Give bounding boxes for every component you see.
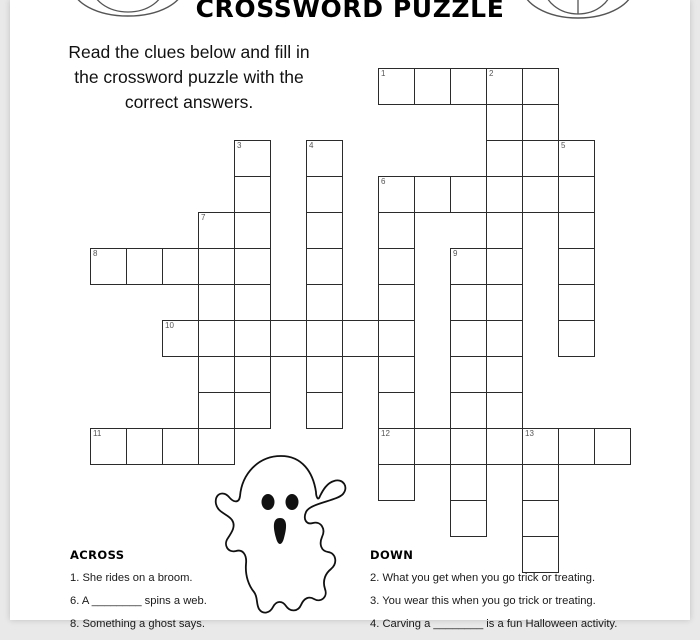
grid-cell[interactable] (378, 284, 415, 321)
grid-cell[interactable] (450, 428, 487, 465)
grid-cell[interactable] (198, 248, 235, 285)
grid-cell[interactable] (450, 68, 487, 105)
grid-cell[interactable] (486, 356, 523, 393)
grid-cell[interactable] (342, 320, 379, 357)
grid-cell[interactable] (306, 176, 343, 213)
grid-cell[interactable] (126, 428, 163, 465)
grid-cell[interactable] (558, 176, 595, 213)
grid-cell[interactable] (486, 392, 523, 429)
grid-cell[interactable] (486, 428, 523, 465)
grid-cell-numbered-7[interactable] (198, 212, 235, 249)
grid-cell[interactable] (306, 248, 343, 285)
across-clue-8: 8. Something a ghost says. (70, 618, 205, 630)
grid-cell[interactable] (414, 428, 451, 465)
grid-cell[interactable] (522, 104, 559, 141)
grid-cell[interactable] (450, 392, 487, 429)
page-title: CROSSWORD PUZZLE (195, 0, 505, 23)
grid-cell[interactable] (558, 428, 595, 465)
grid-cell-numbered-8[interactable] (90, 248, 127, 285)
grid-cell[interactable] (306, 356, 343, 393)
grid-cell-number: 4 (309, 141, 314, 150)
grid-cell-number: 3 (237, 141, 242, 150)
grid-cell[interactable] (198, 392, 235, 429)
worksheet-page (10, 0, 690, 630)
grid-cell[interactable] (306, 392, 343, 429)
grid-cell[interactable] (486, 248, 523, 285)
grid-cell-numbered-2[interactable] (486, 68, 523, 105)
across-clue-1: 1. She rides on a broom. (70, 572, 193, 584)
grid-cell[interactable] (378, 320, 415, 357)
grid-cell[interactable] (450, 176, 487, 213)
grid-cell-number: 9 (453, 249, 458, 258)
grid-cell[interactable] (594, 428, 631, 465)
grid-cell-number: 5 (561, 141, 566, 150)
grid-cell[interactable] (486, 284, 523, 321)
grid-cell-numbered-11[interactable] (90, 428, 127, 465)
grid-cell[interactable] (522, 140, 559, 177)
grid-cell[interactable] (234, 248, 271, 285)
across-heading: ACROSS (70, 548, 125, 562)
grid-cell[interactable] (378, 212, 415, 249)
grid-cell[interactable] (378, 248, 415, 285)
grid-cell[interactable] (306, 212, 343, 249)
grid-cell[interactable] (198, 320, 235, 357)
grid-cell[interactable] (486, 320, 523, 357)
grid-cell[interactable] (162, 248, 199, 285)
grid-cell[interactable] (414, 68, 451, 105)
grid-cell-numbered-5[interactable] (558, 140, 595, 177)
instructions-line-3: correct answers. (124, 92, 254, 112)
grid-cell-numbered-10[interactable] (162, 320, 199, 357)
down-clues (370, 548, 670, 640)
grid-cell[interactable] (522, 500, 559, 537)
grid-cell[interactable] (522, 68, 559, 105)
grid-cell[interactable] (270, 320, 307, 357)
grid-cell[interactable] (234, 356, 271, 393)
grid-cell[interactable] (162, 428, 199, 465)
across-clue-6: 6. A ________ spins a web. (70, 595, 207, 607)
grid-cell-number: 6 (381, 177, 386, 186)
grid-cell-numbered-9[interactable] (450, 248, 487, 285)
down-clue-2: 2. What you get when you go trick or treating. (370, 572, 596, 584)
down-clue-4: 4. Carving a ________ is a fun Halloween activity. (370, 618, 618, 630)
across-clues (70, 548, 360, 640)
down-heading: DOWN (370, 548, 414, 562)
grid-cell[interactable] (306, 284, 343, 321)
grid-cell[interactable] (234, 392, 271, 429)
grid-cell[interactable] (558, 212, 595, 249)
grid-cell[interactable] (198, 356, 235, 393)
grid-cell[interactable] (414, 176, 451, 213)
grid-cell[interactable] (558, 320, 595, 357)
grid-cell[interactable] (522, 464, 559, 501)
grid-cell[interactable] (450, 464, 487, 501)
grid-cell[interactable] (486, 140, 523, 177)
grid-cell[interactable] (234, 284, 271, 321)
grid-cell-number: 7 (201, 213, 206, 222)
grid-cell[interactable] (234, 212, 271, 249)
instructions-line-1: Read the clues below and fill in (68, 42, 310, 62)
grid-cell-number: 1 (381, 69, 386, 78)
grid-cell[interactable] (378, 356, 415, 393)
grid-cell[interactable] (378, 464, 415, 501)
grid-cell[interactable] (486, 104, 523, 141)
grid-cell-number: 8 (93, 249, 98, 258)
grid-cell[interactable] (234, 176, 271, 213)
grid-cell[interactable] (450, 356, 487, 393)
grid-cell-number: 12 (381, 429, 390, 438)
grid-cell[interactable] (486, 212, 523, 249)
grid-cell[interactable] (306, 320, 343, 357)
grid-cell-number: 10 (165, 321, 174, 330)
instructions-line-2: the crossword puzzle with the (74, 67, 304, 87)
grid-cell-numbered-13[interactable] (522, 428, 559, 465)
grid-cell-numbered-3[interactable] (234, 140, 271, 177)
grid-cell-numbered-6[interactable] (378, 176, 415, 213)
grid-cell[interactable] (450, 284, 487, 321)
grid-cell[interactable] (450, 320, 487, 357)
grid-cell-number: 13 (525, 429, 534, 438)
grid-cell[interactable] (126, 248, 163, 285)
grid-cell[interactable] (198, 284, 235, 321)
down-clue-3: 3. You wear this when you go trick or treating. (370, 595, 596, 607)
grid-cell-number: 2 (489, 69, 494, 78)
grid-cell[interactable] (486, 176, 523, 213)
grid-cell-number: 11 (93, 429, 102, 438)
grid-cell[interactable] (558, 248, 595, 285)
grid-cell-numbered-1[interactable] (378, 68, 415, 105)
grid-cell[interactable] (522, 176, 559, 213)
grid-cell[interactable] (558, 284, 595, 321)
grid-cell[interactable] (450, 500, 487, 537)
grid-cell[interactable] (234, 320, 271, 357)
grid-cell-numbered-4[interactable] (306, 140, 343, 177)
grid-cell[interactable] (378, 392, 415, 429)
grid-cell-numbered-12[interactable] (378, 428, 415, 465)
